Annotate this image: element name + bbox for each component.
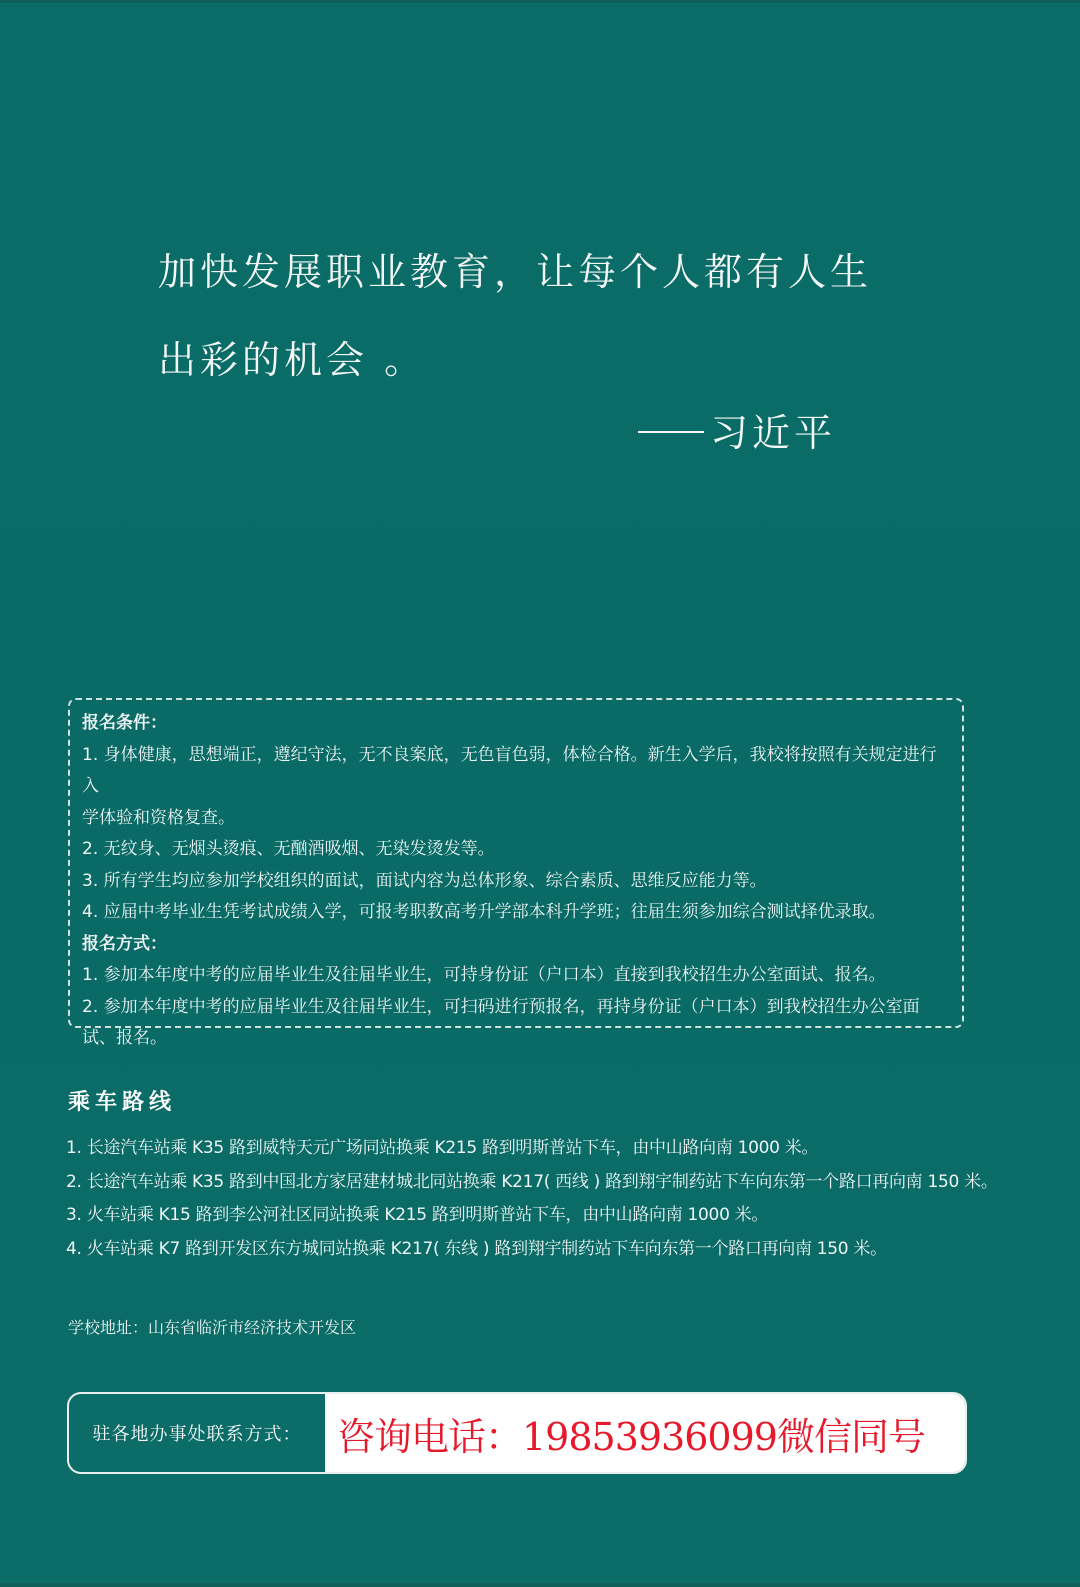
requirement-item: 2. 无纹身、无烟头烫痕、无酗酒吸烟、无染发烫发等。	[82, 839, 495, 859]
em-dash-line	[638, 431, 704, 433]
registration-item: 试、报名。	[82, 1028, 167, 1048]
route-item: 3. 火车站乘 K15 路到李公河社区同站换乘 K215 路到明斯普站下车，由中山路向南 1000 米。	[66, 1205, 769, 1225]
route-item: 1. 长途汽车站乘 K35 路到威特天元广场同站换乘 K215 路到明斯普站下车，由中山路向南 1000 米。	[66, 1138, 819, 1158]
registration-item: 1. 参加本年度中考的应届毕业生及往届毕业生，可持身份证（户口本）直接到我校招生办公室面试、报名。	[82, 965, 886, 985]
route-item: 2. 长途汽车站乘 K35 路到中国北方家居建材城北同站换乘 K217( 西线 ) 路到翔宇制药站下车向东第一个路口再向南 150 米。	[66, 1171, 998, 1192]
routes-list	[66, 1132, 1066, 1266]
school-address: 学校地址：山东省临沂市经济技术开发区	[68, 1318, 357, 1337]
route-item: 4. 火车站乘 K7 路到开发区东方城同站换乘 K217( 东线 ) 路到翔宇制药站下车向东第一个路口再向南 150 米。	[66, 1238, 887, 1259]
requirement-item: 1. 身体健康，思想端正，遵纪守法，无不良案底，无色盲色弱，体检合格。新生入学后，我校将按照有关规定进行入	[82, 744, 937, 796]
requirement-item: 4. 应届中考毕业生凭考试成绩入学，可报考职教高考升学部本科升学班；往届生须参加综合测试择优录取。	[82, 902, 886, 922]
quote-line-1: 加快发展职业教育，让每个人都有人生	[158, 250, 873, 294]
contact-phone[interactable]: 咨询电话：19853936099微信同号	[325, 1394, 965, 1472]
requirement-item: 学体验和资格复查。	[82, 807, 235, 828]
requirement-item: 3. 所有学生均应参加学校组织的面试，面试内容为总体形象、综合素质、思维反应能力等。	[82, 870, 767, 891]
quote-author	[638, 402, 836, 457]
quote-block	[158, 228, 918, 404]
quote-line-2: 出彩的机会 。	[158, 338, 427, 382]
registration-item: 2. 参加本年度中考的应届毕业生及往届毕业生，可扫码进行预报名，再持身份证（户口本）到我校招生办公室面	[82, 996, 920, 1017]
bottom-edge	[0, 1583, 1080, 1587]
contact-bar	[67, 1392, 967, 1474]
author-name: 习近平	[710, 411, 837, 455]
routes-heading: 乘车路线	[68, 1090, 177, 1115]
top-edge	[0, 0, 1080, 3]
registration-heading: 报名方式：	[82, 933, 167, 954]
requirements-heading: 报名条件：	[82, 713, 167, 733]
enrollment-info-box	[68, 698, 964, 1048]
contact-label: 驻各地办事处联系方式：	[92, 1424, 302, 1445]
